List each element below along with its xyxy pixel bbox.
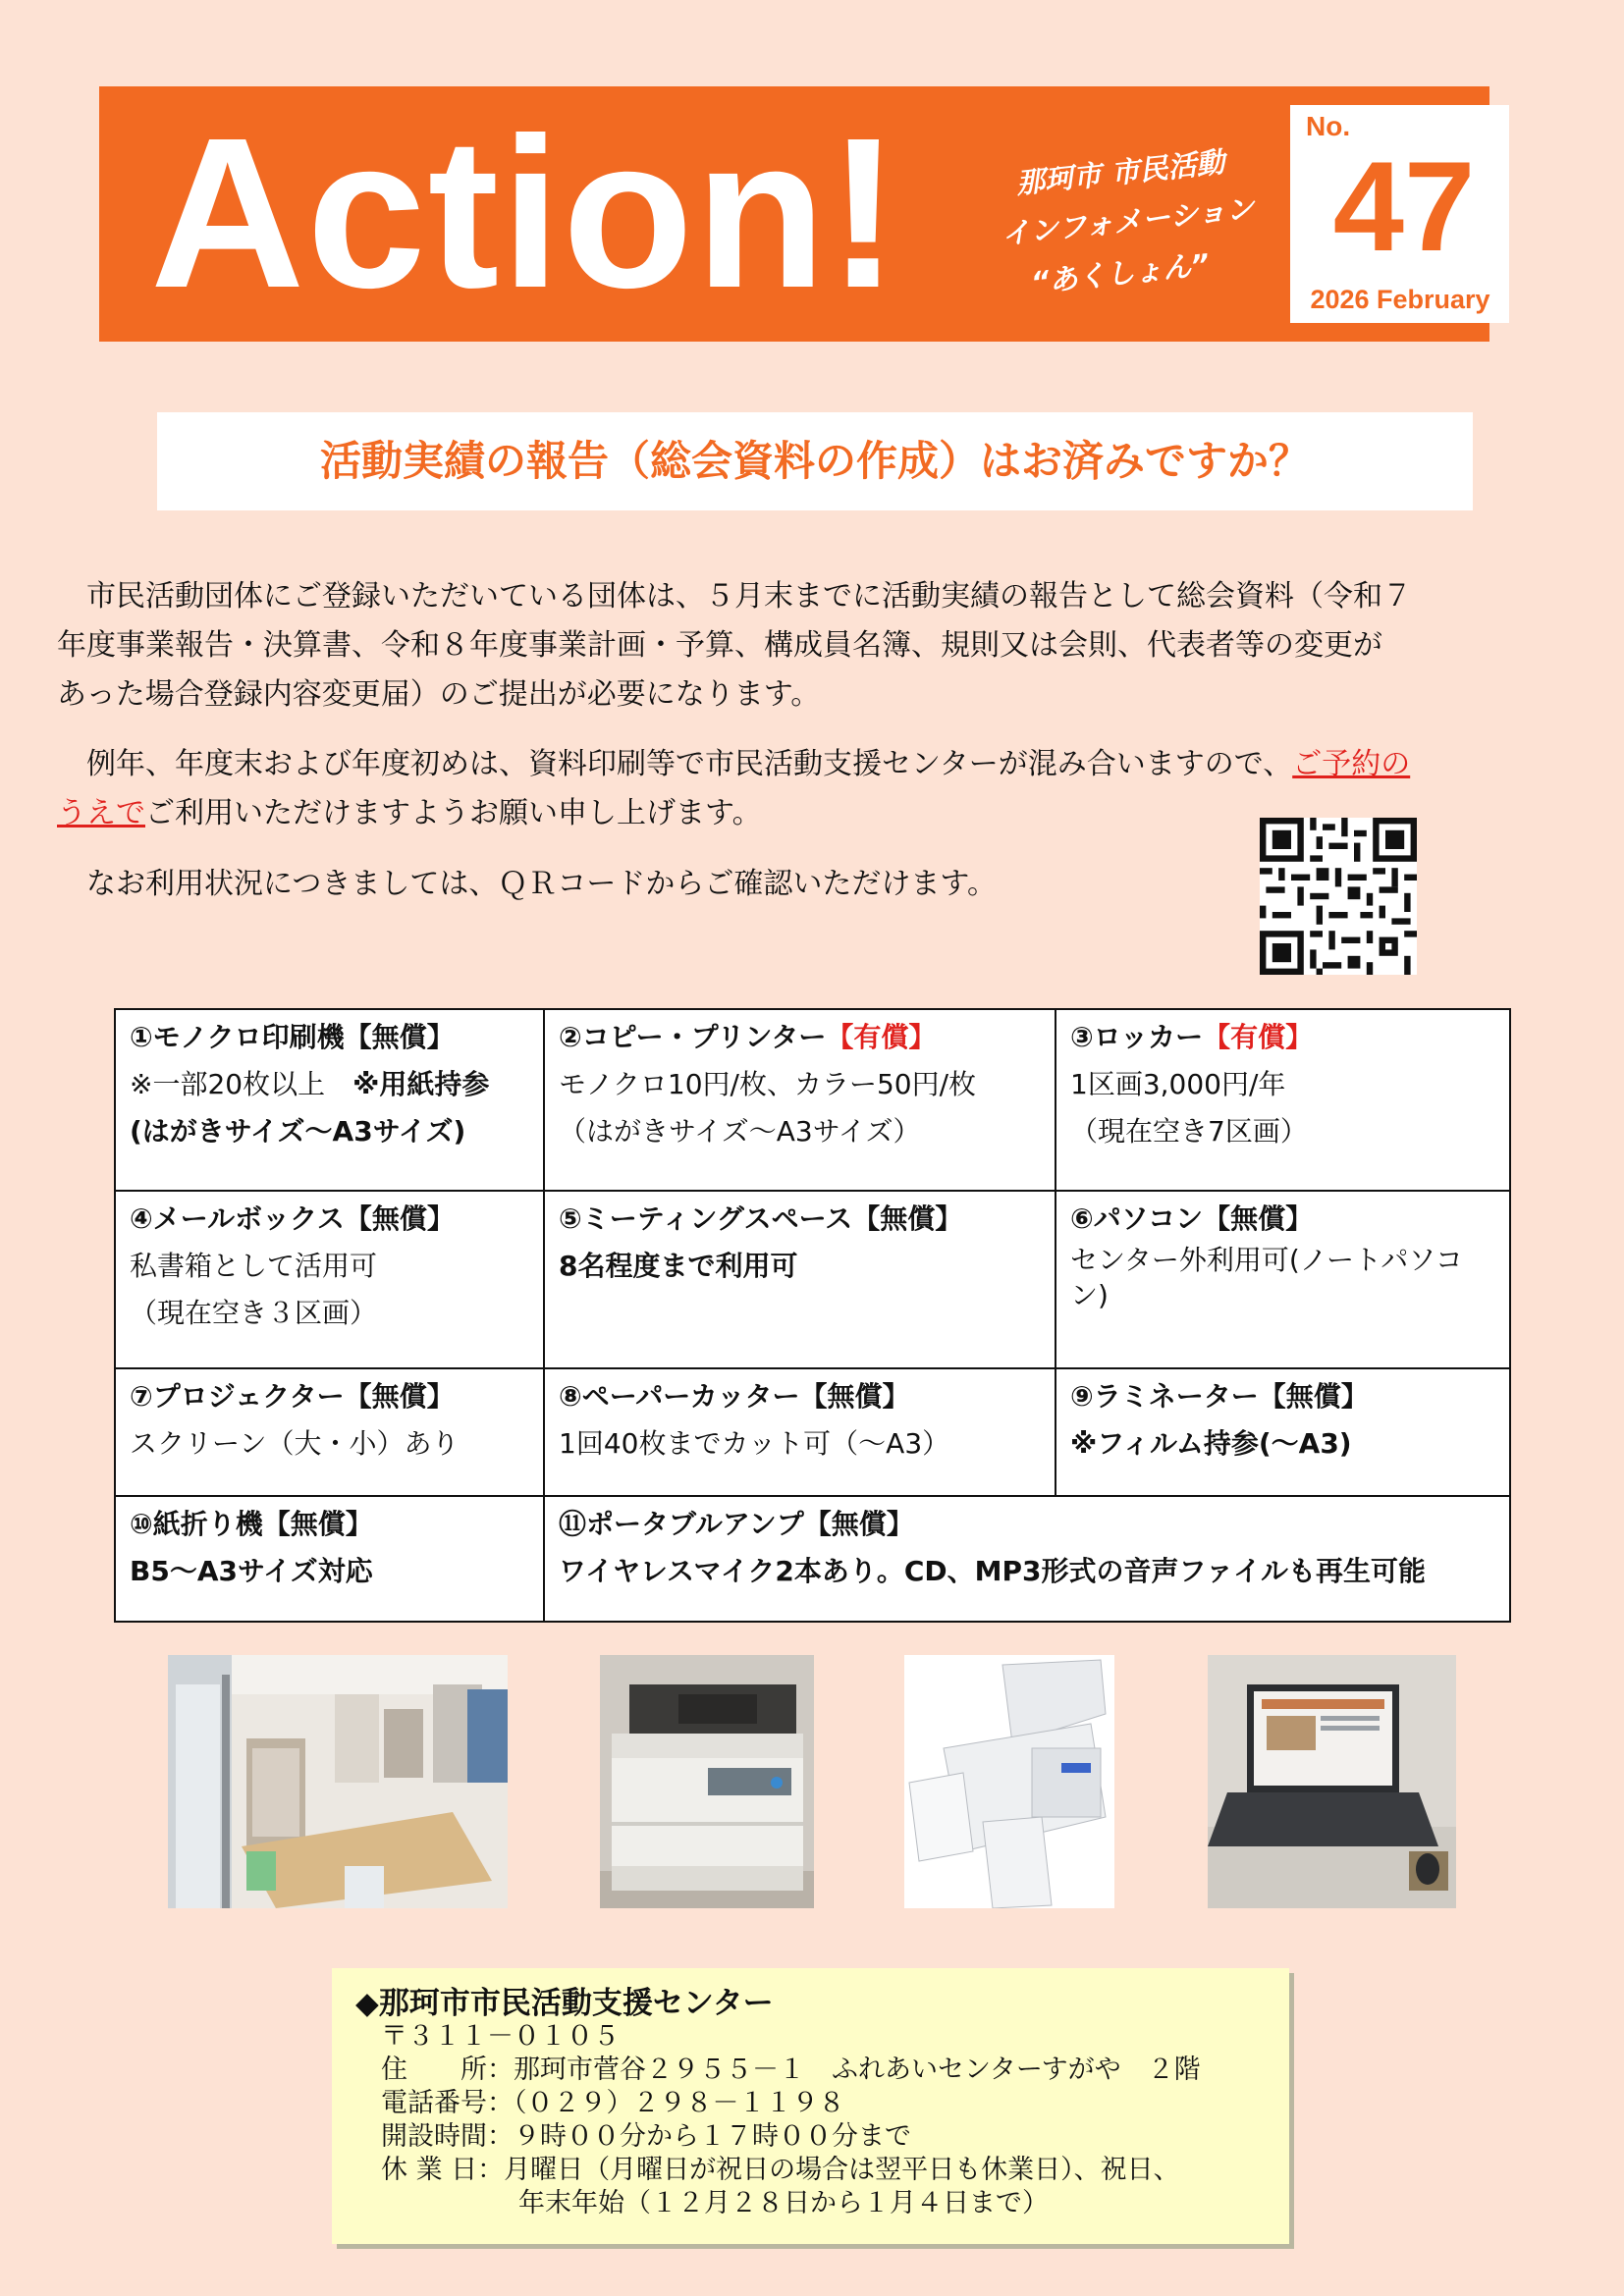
facility-cell-paper-cutter	[545, 1369, 1055, 1471]
facility-name: ⑤ミーティングスペース【無償】	[559, 1202, 963, 1235]
paid-badge: 【有償】	[1203, 1021, 1314, 1053]
paragraph-1-line-1: 市民活動団体にご登録いただいている団体は、５月末までに活動実績の報告として総会資料（令和７	[57, 579, 1412, 614]
photo-printer	[600, 1655, 814, 1908]
photo-paper-folder	[904, 1655, 1114, 1908]
reservation-highlight-cont: うえで	[57, 796, 145, 830]
facility-cell-mailbox	[116, 1192, 543, 1341]
info-closed-cont: 年末年始（１２月２８日から１月４日まで）	[518, 2188, 1049, 2218]
facility-name: ⑧ペーパーカッター【無償】	[559, 1380, 910, 1413]
facility-cell-printer	[116, 1010, 543, 1159]
facility-detail: （現在空き３区画）	[130, 1297, 378, 1329]
issue-number: 47	[1332, 134, 1476, 278]
facility-detail-bold: B5～A3サイズ対応	[130, 1555, 373, 1587]
facility-cell-laminator	[1056, 1369, 1509, 1471]
facility-cell-meeting-space	[545, 1192, 1055, 1294]
reservation-highlight: ご予約の	[1292, 747, 1411, 781]
facility-cell-locker	[1056, 1010, 1509, 1159]
facility-name: ②コピー・プリンター	[559, 1021, 827, 1053]
headline: 活動実績の報告（総会資料の作成）はお済みですか？	[319, 437, 1310, 485]
qr-code[interactable]	[1260, 818, 1417, 975]
paragraph-2-text-cont: ご利用いただけますようお願い申し上げます。	[145, 796, 762, 830]
banner-subtitle-info: インフォメーション	[1000, 191, 1256, 251]
photo-laptop	[1208, 1655, 1456, 1908]
facility-detail-bold: (はがきサイズ～A3サイズ)	[130, 1115, 466, 1148]
newsletter-title: Action!	[150, 94, 901, 333]
facility-detail-bold: ワイヤレスマイク2本あり。CD、MP3形式の音声ファイルも再生可能	[559, 1555, 1426, 1587]
banner-subtitle-nickname: “あくしょん”	[1029, 247, 1212, 299]
issue-date: 2026 February	[1310, 285, 1490, 314]
info-closed: 休 業 日：月曜日（月曜日が祝日の場合は翌平日も休業日）、祝日、	[381, 2155, 1180, 2185]
facility-detail: （はがきサイズ～A3サイズ）	[559, 1115, 921, 1148]
facility-name: ⑩紙折り機【無償】	[130, 1508, 373, 1540]
info-hours: 開設時間：９時００分から１７時００分まで	[381, 2121, 911, 2152]
facility-detail: 私書箱として活用可	[130, 1250, 378, 1282]
banner-subtitle-city: 那珂市 市民活動	[1014, 144, 1226, 200]
paragraph-1	[57, 572, 1569, 720]
facility-detail: ン)	[1070, 1279, 1109, 1311]
facility-detail: ※一部20枚以上	[130, 1068, 353, 1100]
facility-cell-copier	[545, 1010, 1055, 1159]
facility-cell-amp	[545, 1497, 1509, 1599]
facility-detail-bold: ※用紙持参	[352, 1068, 490, 1100]
info-phone: 電話番号：（０２９）２９８－１１９８	[381, 2088, 845, 2118]
facility-detail: センター外利用可(ノートパソコ	[1070, 1244, 1463, 1276]
facility-detail: モノクロ10円/枚、カラー50円/枚	[559, 1068, 977, 1100]
facility-detail: 1区画3,000円/年	[1070, 1068, 1286, 1100]
info-postal: 〒３１１－０１０５	[381, 2021, 620, 2052]
facility-cell-folder	[116, 1497, 543, 1599]
issue-label: No.	[1306, 111, 1351, 141]
facility-cell-projector	[116, 1369, 543, 1471]
facility-detail: 1回40枚までカット可（～A3）	[559, 1427, 950, 1460]
facility-table	[114, 1008, 1511, 1623]
facility-name: ④メールボックス【無償】	[130, 1202, 455, 1235]
facility-name: ⑥パソコン【無償】	[1070, 1202, 1314, 1235]
facility-detail-bold: ※フィルム持参(～A3)	[1070, 1427, 1352, 1460]
facility-name: ③ロッカー	[1070, 1021, 1204, 1053]
paragraph-2-text: 例年、年度末および年度初めは、資料印刷等で市民活動支援センターが混み合いますので、	[57, 747, 1293, 781]
paid-badge: 【有償】	[826, 1021, 937, 1053]
info-title: ◆那珂市市民活動支援センター	[355, 1986, 774, 2021]
paragraph-3: なお利用状況につきましては、ＱＲコードからご確認いただけます。	[57, 867, 997, 901]
paragraph-1-line-3: あった場合登録内容変更届）のご提出が必要になります。	[57, 677, 821, 712]
facility-detail-bold: 8名程度まで利用可	[559, 1250, 798, 1282]
facility-cell-pc	[1056, 1192, 1509, 1317]
facility-name: ⑨ラミネーター【無償】	[1070, 1380, 1369, 1413]
facility-name: ①モノクロ印刷機【無償】	[130, 1021, 455, 1053]
photo-meeting-space	[168, 1655, 508, 1908]
facility-detail: スクリーン（大・小）あり	[130, 1427, 460, 1460]
info-address: 住 所：那珂市菅谷２９５５－１ ふれあいセンターすがや ２階	[381, 2055, 1201, 2085]
facility-name: ⑪ポータブルアンプ【無償】	[559, 1508, 914, 1540]
facility-detail: （現在空き7区画）	[1070, 1115, 1308, 1148]
paragraph-1-line-2: 年度事業報告・決算書、令和８年度事業計画・予算、構成員名簿、規則又は会則、代表者等の変更が	[57, 628, 1382, 663]
facility-name: ⑦プロジェクター【無償】	[130, 1380, 455, 1413]
